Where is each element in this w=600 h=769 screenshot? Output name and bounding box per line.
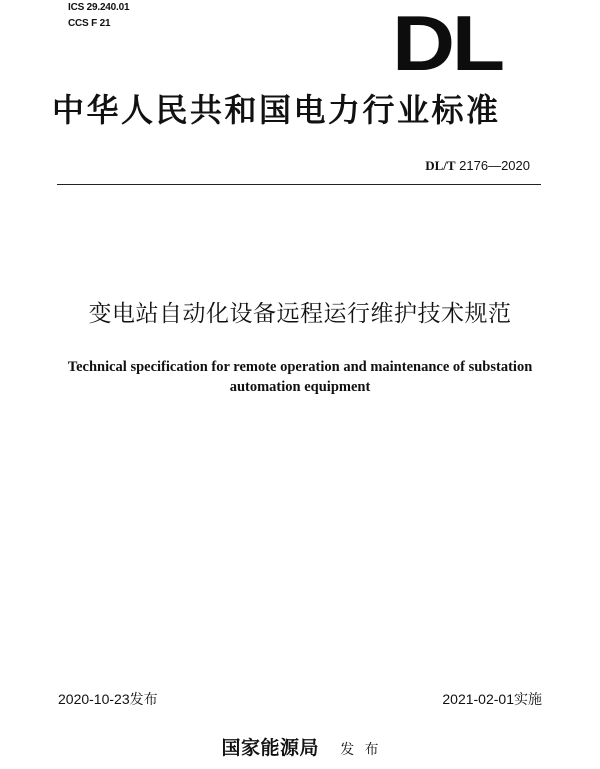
chinese-title: 变电站自动化设备远程运行维护技术规范 (88, 301, 512, 327)
standard-prefix: DL/T (425, 158, 456, 173)
english-title-line-2: automation equipment (229, 379, 371, 395)
dl-logo: DL (392, 0, 502, 87)
publisher-action: 发 布 (340, 742, 379, 758)
english-title-line-1: Technical specification for remote operation and maintenance of substation (67, 359, 533, 375)
issue-date: 2020-10-23发布 (58, 691, 158, 707)
standard-number (425, 158, 530, 174)
implementation-date: 2021-02-01实施 (442, 691, 542, 707)
publisher-name: 国家能源局 (221, 737, 319, 759)
ccs-code: CCS F 21 (68, 18, 111, 29)
standard-category-title: 中华人民共和国电力行业标准 (52, 91, 501, 129)
publisher (0, 736, 600, 762)
standard-code: 2176—2020 (459, 158, 530, 173)
english-title (40, 357, 560, 397)
header-divider (57, 184, 541, 185)
ics-code: ICS 29.240.01 (68, 2, 130, 13)
